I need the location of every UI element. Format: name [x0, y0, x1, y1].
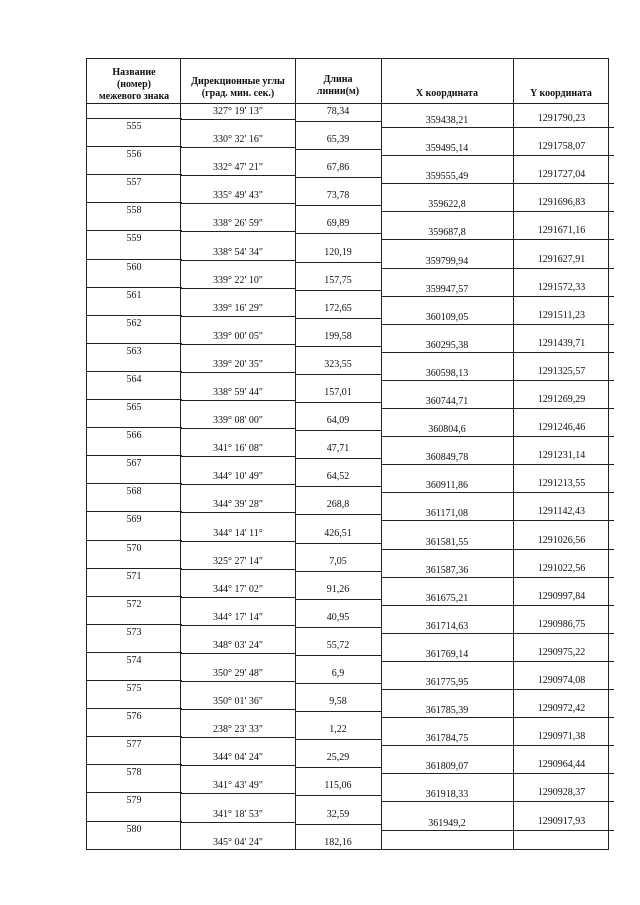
- row-rule: [180, 793, 296, 794]
- boundary-mark-name: 572: [126, 598, 142, 610]
- header-angle: Дирекционные углы (град. мин. сек.): [191, 76, 285, 99]
- x-coordinate-cell: 361785,39: [425, 705, 469, 717]
- row-rule: [296, 430, 382, 431]
- row-rule: [86, 315, 182, 316]
- row-rule: [382, 436, 614, 437]
- x-coordinate-cell: 361775,95: [425, 677, 469, 688]
- direction-angle-cell: 341° 16' 08": [213, 443, 263, 455]
- direction-angle-cell: 325° 27' 14": [213, 555, 263, 567]
- header-name: Название (номер) межевого знака: [98, 67, 170, 102]
- row-rule: [382, 633, 614, 634]
- direction-angle-cell: 338° 59' 44": [213, 387, 263, 398]
- x-coordinate-cell: 361581,55: [425, 536, 469, 548]
- row-rule: [382, 464, 614, 465]
- direction-angle-cell: 344° 14' 11°: [213, 527, 263, 539]
- line-length-cell: 182,16: [324, 836, 352, 848]
- row-rule: [296, 121, 382, 122]
- row-rule: [180, 512, 296, 513]
- x-coordinate-cell: 361918,33: [425, 789, 469, 801]
- row-rule: [296, 543, 382, 544]
- boundary-mark-name: 558: [126, 205, 142, 217]
- row-rule: [86, 118, 182, 119]
- y-coordinate-cell: 1291269,29: [537, 394, 586, 405]
- row-rule: [382, 296, 614, 297]
- row-rule: [86, 624, 182, 625]
- line-length-cell: 426,51: [324, 527, 352, 539]
- direction-angle-cell: 339° 22' 10": [213, 274, 263, 286]
- row-rule: [86, 708, 182, 709]
- row-rule: [180, 597, 296, 598]
- row-rule: [180, 147, 296, 148]
- row-rule: [382, 605, 614, 606]
- row-rule: [382, 549, 614, 550]
- row-rule: [86, 792, 182, 793]
- x-coordinate-cell: 360598,13: [425, 367, 469, 379]
- row-rule: [180, 288, 296, 289]
- row-rule: [382, 127, 614, 128]
- direction-angle-cell: 350° 29' 48": [213, 668, 263, 679]
- row-rule: [296, 711, 382, 712]
- row-rule: [180, 541, 296, 542]
- boundary-mark-name: 556: [126, 149, 142, 161]
- direction-angle-cell: 344° 17' 02": [213, 583, 263, 595]
- x-coordinate-cell: 360744,71: [425, 396, 469, 407]
- y-coordinate-cell: 1291727,04: [537, 169, 586, 181]
- line-length-cell: 32,59: [326, 808, 350, 820]
- x-coordinate-cell: 361714,63: [425, 620, 469, 632]
- row-rule: [180, 709, 296, 710]
- row-rule: [382, 520, 614, 521]
- row-rule: [86, 230, 182, 231]
- row-rule: [180, 569, 296, 570]
- boundary-mark-name: 579: [126, 795, 142, 807]
- line-length-cell: 120,19: [324, 246, 352, 258]
- boundary-mark-name: 577: [126, 739, 142, 751]
- row-rule: [296, 767, 382, 768]
- x-coordinate-cell: 359495,14: [425, 143, 469, 155]
- y-coordinate-cell: 1291790,23: [537, 113, 586, 124]
- row-rule: [382, 689, 614, 690]
- row-rule: [86, 540, 182, 541]
- line-length-cell: 9,58: [329, 696, 347, 708]
- boundary-mark-name: 565: [126, 402, 142, 413]
- y-coordinate-cell: 1291696,83: [537, 197, 586, 209]
- y-coordinate-cell: 1290997,84: [537, 590, 586, 602]
- x-coordinate-cell: 359622,8: [428, 199, 466, 211]
- row-rule: [86, 511, 182, 512]
- boundary-mark-name: 569: [126, 514, 142, 526]
- boundary-mark-name: 576: [126, 711, 142, 723]
- line-length-cell: 91,26: [326, 583, 350, 595]
- row-rule: [382, 745, 614, 746]
- line-length-cell: 157,75: [324, 274, 352, 286]
- x-coordinate-cell: 359438,21: [425, 115, 469, 126]
- row-rule: [86, 287, 182, 288]
- x-coordinate-cell: 360804,6: [428, 424, 466, 436]
- line-length-cell: 115,06: [324, 780, 352, 792]
- row-rule: [180, 344, 296, 345]
- boundary-mark-name: 575: [126, 683, 142, 694]
- boundary-mark-name: 563: [126, 345, 142, 357]
- x-coordinate-cell: 361784,75: [425, 733, 469, 745]
- line-length-cell: 199,58: [324, 330, 352, 342]
- row-rule: [86, 455, 182, 456]
- y-coordinate-cell: 1291572,33: [537, 281, 586, 293]
- row-rule: [180, 484, 296, 485]
- direction-angle-cell: 339° 08' 00": [213, 415, 263, 427]
- boundary-mark-name: 566: [126, 430, 142, 442]
- direction-angle-cell: 344° 04' 24": [213, 752, 263, 764]
- boundary-mark-name: 571: [126, 570, 142, 582]
- row-rule: [296, 402, 382, 403]
- row-rule: [296, 739, 382, 740]
- x-coordinate-cell: 360911,86: [425, 480, 469, 492]
- x-coordinate-cell: 359687,8: [428, 227, 466, 239]
- row-rule: [296, 149, 382, 150]
- row-rule: [296, 683, 382, 684]
- header-x: X координата: [415, 88, 479, 99]
- boundary-mark-name: 564: [126, 373, 142, 385]
- row-rule: [86, 596, 182, 597]
- boundary-mark-name: 560: [126, 261, 142, 273]
- row-rule: [382, 717, 614, 718]
- x-coordinate-cell: 359555,49: [425, 171, 469, 183]
- y-coordinate-cell: 1290972,42: [537, 703, 586, 715]
- y-coordinate-cell: 1291026,56: [537, 534, 586, 546]
- direction-angle-cell: 344° 10' 49": [213, 471, 263, 483]
- row-rule: [86, 764, 182, 765]
- x-coordinate-cell: 361675,21: [425, 592, 469, 604]
- row-rule: [382, 324, 614, 325]
- y-coordinate-cell: 1290917,93: [537, 815, 586, 827]
- direction-angle-cell: 344° 39' 28": [213, 499, 263, 511]
- x-coordinate-cell: 360849,78: [425, 452, 469, 464]
- direction-angle-cell: 332° 47' 21": [213, 162, 263, 174]
- row-rule: [382, 773, 614, 774]
- y-coordinate-cell: 1291231,14: [537, 450, 586, 462]
- row-rule: [180, 231, 296, 232]
- row-rule: [382, 380, 614, 381]
- line-length-cell: 1,22: [329, 724, 347, 736]
- row-rule: [86, 259, 182, 260]
- row-rule: [382, 801, 614, 802]
- line-length-cell: 6,9: [331, 668, 345, 679]
- row-rule: [180, 681, 296, 682]
- row-rule: [296, 571, 382, 572]
- direction-angle-cell: 341° 18' 53": [213, 808, 263, 820]
- x-coordinate-cell: 361171,08: [425, 508, 469, 520]
- row-rule: [296, 374, 382, 375]
- line-length-cell: 69,89: [326, 218, 350, 230]
- row-rule: [382, 239, 614, 240]
- direction-angle-cell: 327° 19' 13": [213, 106, 263, 117]
- direction-angle-cell: 339° 16' 29": [213, 302, 263, 314]
- boundary-mark-name: 568: [126, 486, 142, 498]
- y-coordinate-cell: 1290974,08: [537, 675, 586, 686]
- row-rule: [382, 352, 614, 353]
- row-rule: [296, 205, 382, 206]
- direction-angle-cell: 344° 17' 14": [213, 611, 263, 623]
- y-coordinate-cell: 1291627,91: [537, 253, 586, 265]
- row-rule: [382, 183, 614, 184]
- y-coordinate-cell: 1291246,46: [537, 422, 586, 434]
- row-rule: [296, 486, 382, 487]
- row-rule: [382, 492, 614, 493]
- direction-angle-cell: 339° 00' 05": [213, 330, 263, 342]
- row-rule: [86, 343, 182, 344]
- boundary-mark-name: 570: [126, 542, 142, 554]
- line-length-cell: 64,52: [326, 471, 350, 483]
- line-length-cell: 65,39: [326, 134, 350, 146]
- y-coordinate-cell: 1291671,16: [537, 225, 586, 237]
- y-coordinate-cell: 1291325,57: [537, 365, 586, 377]
- row-rule: [296, 233, 382, 234]
- x-coordinate-cell: 360109,05: [425, 311, 469, 323]
- row-rule: [296, 346, 382, 347]
- boundary-mark-name: 567: [126, 458, 142, 470]
- row-rule: [296, 655, 382, 656]
- row-rule: [296, 262, 382, 263]
- row-rule: [86, 483, 182, 484]
- row-rule: [296, 795, 382, 796]
- header-y: Y координата: [530, 88, 592, 99]
- y-coordinate-cell: 1290986,75: [537, 618, 586, 630]
- direction-angle-cell: 330° 32' 16": [213, 134, 263, 146]
- direction-angle-cell: 338° 26' 59": [213, 218, 263, 230]
- row-rule: [180, 260, 296, 261]
- row-rule: [180, 400, 296, 401]
- row-rule: [296, 318, 382, 319]
- row-rule: [296, 458, 382, 459]
- y-coordinate-cell: 1291511,23: [537, 309, 586, 321]
- row-rule: [382, 155, 614, 156]
- row-rule: [296, 290, 382, 291]
- direction-angle-cell: 341° 43' 49": [213, 780, 263, 792]
- direction-angle-cell: 335° 49' 43": [213, 190, 263, 202]
- y-coordinate-cell: 1291213,55: [537, 478, 586, 490]
- row-rule: [86, 202, 182, 203]
- direction-angle-cell: 348° 03' 24": [213, 639, 263, 651]
- line-length-cell: 157,01: [324, 387, 352, 398]
- row-rule: [382, 577, 614, 578]
- boundary-mark-name: 561: [126, 289, 142, 301]
- x-coordinate-cell: 361587,36: [425, 564, 469, 576]
- line-length-cell: 55,72: [326, 639, 350, 651]
- line-length-cell: 172,65: [324, 302, 352, 314]
- row-rule: [180, 316, 296, 317]
- row-rule: [180, 203, 296, 204]
- direction-angle-cell: 238° 23' 33": [213, 724, 263, 736]
- line-length-cell: 67,86: [326, 162, 350, 174]
- x-coordinate-cell: 359799,94: [425, 255, 469, 267]
- x-coordinate-cell: 361809,07: [425, 761, 469, 773]
- y-coordinate-cell: 1290964,44: [537, 759, 586, 771]
- row-rule: [180, 456, 296, 457]
- boundary-mark-name: 580: [126, 823, 142, 835]
- row-rule: [86, 427, 182, 428]
- header-length: Длина линии(м): [316, 74, 360, 97]
- boundary-mark-name: 559: [126, 233, 142, 245]
- row-rule: [296, 627, 382, 628]
- boundary-mark-name: 557: [126, 177, 142, 189]
- boundary-mark-name: 574: [126, 654, 142, 666]
- y-coordinate-cell: 1291439,71: [537, 337, 586, 349]
- row-rule: [382, 661, 614, 662]
- boundary-mark-name: 562: [126, 317, 142, 329]
- line-length-cell: 73,78: [326, 190, 350, 202]
- row-rule: [382, 268, 614, 269]
- row-rule: [86, 174, 182, 175]
- x-coordinate-cell: 359947,57: [425, 283, 469, 295]
- boundary-mark-name: 578: [126, 767, 142, 779]
- line-length-cell: 268,8: [326, 499, 350, 511]
- y-coordinate-cell: 1290971,38: [537, 731, 586, 743]
- direction-angle-cell: 350° 01' 36": [213, 696, 263, 708]
- row-rule: [86, 821, 182, 822]
- row-rule: [86, 680, 182, 681]
- row-rule: [86, 371, 182, 372]
- row-rule: [296, 514, 382, 515]
- line-length-cell: 78,34: [326, 106, 350, 117]
- y-coordinate-cell: 1290928,37: [537, 787, 586, 799]
- direction-angle-cell: 338° 54' 34": [213, 246, 263, 258]
- row-rule: [382, 408, 614, 409]
- row-rule: [180, 175, 296, 176]
- row-rule: [180, 625, 296, 626]
- line-length-cell: 40,95: [326, 611, 350, 623]
- boundary-mark-name: 555: [126, 121, 142, 132]
- x-coordinate-cell: 360295,38: [425, 339, 469, 351]
- row-rule: [180, 372, 296, 373]
- direction-angle-cell: 339° 20' 35": [213, 358, 263, 370]
- line-length-cell: 25,29: [326, 752, 350, 764]
- y-coordinate-cell: 1291022,56: [537, 562, 586, 574]
- row-rule: [296, 177, 382, 178]
- x-coordinate-cell: 361949,2: [428, 817, 466, 829]
- row-rule: [180, 653, 296, 654]
- x-coordinate-cell: 361769,14: [425, 648, 469, 660]
- row-rule: [382, 211, 614, 212]
- y-coordinate-cell: 1291142,43: [537, 506, 586, 518]
- line-length-cell: 47,71: [326, 443, 350, 455]
- line-length-cell: 7,05: [329, 555, 347, 567]
- row-rule: [296, 824, 382, 825]
- line-length-cell: 64,09: [326, 415, 350, 427]
- row-rule: [86, 146, 182, 147]
- row-rule: [180, 737, 296, 738]
- row-rule: [296, 599, 382, 600]
- row-rule: [382, 830, 614, 831]
- y-coordinate-cell: 1290975,22: [537, 646, 586, 658]
- direction-angle-cell: 345° 04' 24": [213, 836, 263, 848]
- row-rule: [86, 652, 182, 653]
- row-rule: [180, 765, 296, 766]
- row-rule: [86, 399, 182, 400]
- boundary-mark-name: 573: [126, 626, 142, 638]
- line-length-cell: 323,55: [324, 358, 352, 370]
- row-rule: [180, 119, 296, 120]
- header-rule: [86, 103, 609, 104]
- row-rule: [86, 568, 182, 569]
- row-rule: [180, 822, 296, 823]
- row-rule: [86, 736, 182, 737]
- y-coordinate-cell: 1291758,07: [537, 141, 586, 153]
- row-rule: [180, 428, 296, 429]
